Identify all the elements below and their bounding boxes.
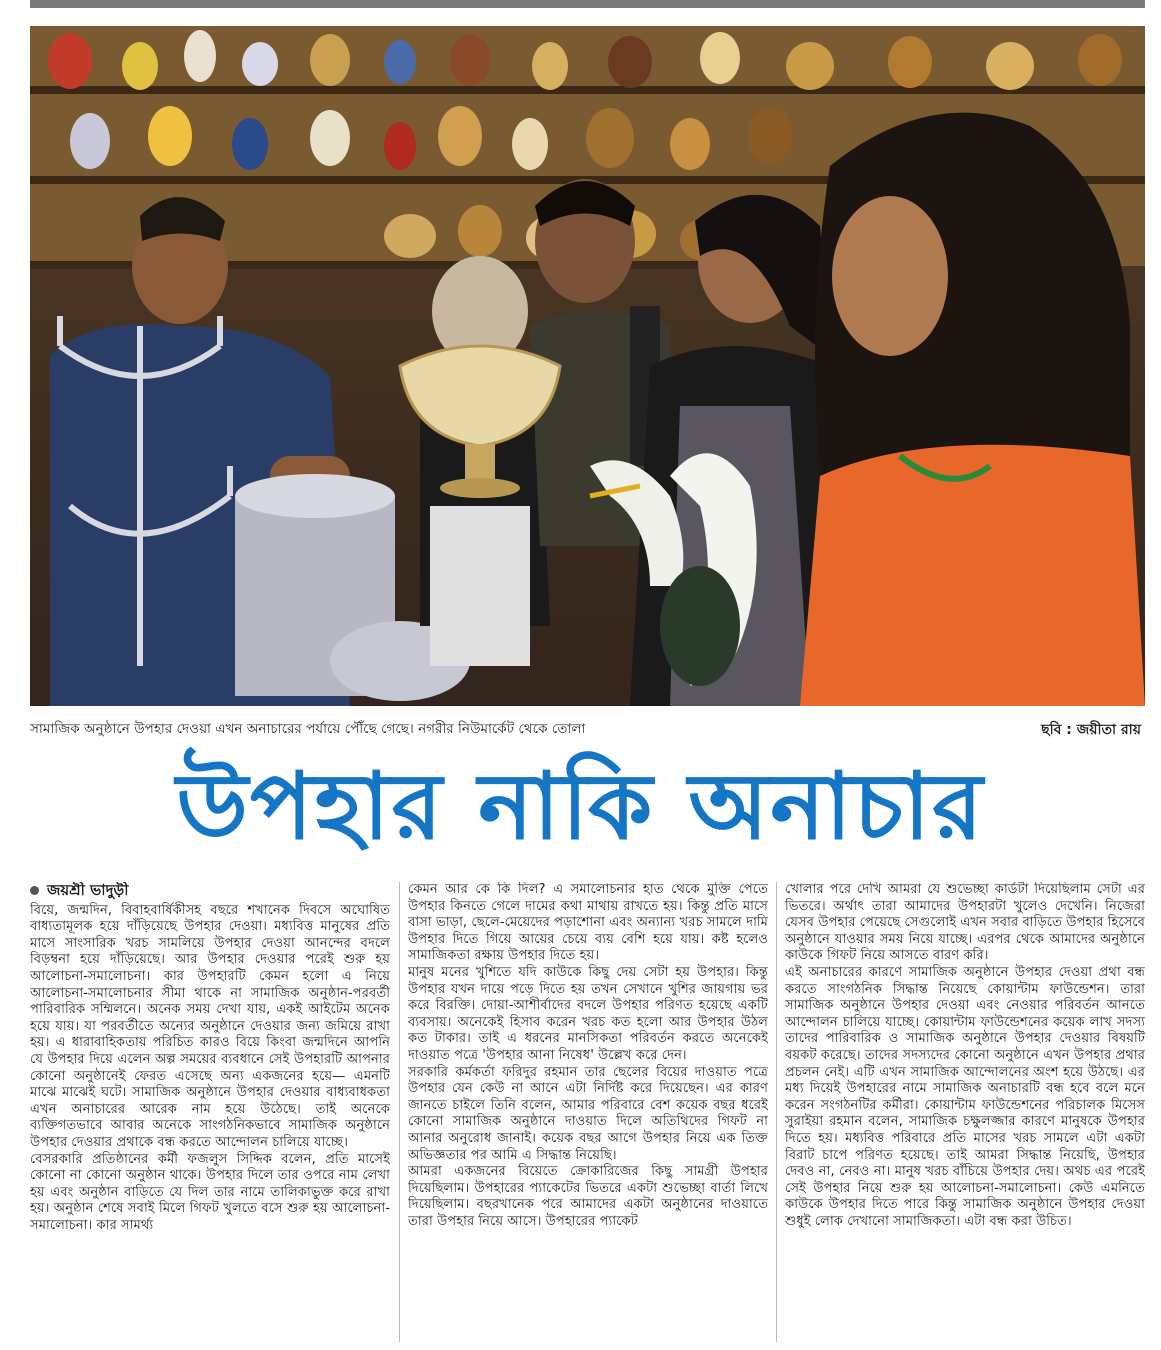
paragraph: মানুষ মনের খুশিতে যদি কাউকে কিছু দেয় সেটা হয় উপহার। কিন্তু উপহার যখন দায়ে পড়ে দিতে হয় তখন সেখানে খুশির জায়গায় ভর করে বিরক্তি। দোয়া-আশীর্বাদের বদলে উপহার পরিণত হয়েছে একটি ব্যবসায়। অনেকেই হিসাব করেন খরচ কত হলো আর উপহার উঠল কত টাকার। তাই এ ধরনের মানসিকতা পরিবর্তন করতে অনেকেই দাওয়াত পত্রে 'উপহার আনা নিষেধ' উল্লেখ করে দেন। xyxy=(408,964,768,1063)
column-divider xyxy=(776,882,777,1342)
photo-caption: সামাজিক অনুষ্ঠানে উপহার দেওয়া এখন অনাচারের পর্যায়ে পৌঁছে গেছে। নগরীর নিউমার্কেট থেকে তোলা xyxy=(30,721,586,737)
column-divider xyxy=(399,882,400,1342)
article-body xyxy=(30,882,1145,1342)
paragraph: কেমন আর কে কি দিল? এ সমালোচনার হাত থেকে মুক্তি পেতে উপহার কিনতে গেলে দামের কথা মাথায় রাখতে হয়। কিন্তু প্রতি মাসে বাসা ভাড়া, ছেলে-মেয়েদের পড়াশোনা এবং অন্যান্য খরচ সামলে দামি উপহার দিতে গিয়ে আয়ের চেয়ে ব্যয় বেশি হয়ে যায়। কষ্ট হলেও সামাজিকতা রক্ষায় উপহার দিতে হয়। xyxy=(408,882,768,964)
photo-illustration xyxy=(30,26,1145,706)
shelf-line xyxy=(30,86,1145,94)
news-photo xyxy=(30,26,1145,706)
byline xyxy=(30,882,390,899)
column-3 xyxy=(785,882,1145,1344)
photo-credit: ছবি : জয়ীতা রায় xyxy=(1041,722,1141,738)
author-name: জয়শ্রী ভাদুড়ী xyxy=(47,882,129,899)
top-rule xyxy=(30,0,1145,8)
woman-orange xyxy=(800,113,1145,706)
paragraph: বিয়ে, জন্মদিন, বিবাহবার্ষিকীসহ বছরে শখানেক দিবসে অঘোষিত বাধ্যতামূলক হয়ে দাঁড়িয়েছে উপহার দেওয়া। মধ্যবিত্ত মানুষের প্রতি মাসে সাংসারিক খরচ সামলিয়ে উপহার দেওয়া আনন্দের বদলে বিড়ম্বনা হয়ে দাঁড়িয়েছে। আর উপহার দেওয়ার পরেই শুরু হয় আলোচনা-সমালোচনা। কার উপহারটি কেমন হলো এ নিয়ে আলোচনা-সমালোচনার সীমা থাকে না সামাজিক অনুষ্ঠান-পরবর্তী পারিবারিক সম্মিলনে। অনেক সময় দেখা যায়, একই আইটেম অনেক হয়ে যায়। যা পরবর্তীতে অন্যের অনুষ্ঠানে দেওয়ার জন্য জমিয়ে রাখা হয়। এ ধারাবাহিকতায় পরিচিত কারও বিয়ে কিংবা জন্মদিনে আপনি যে উপহার দিয়ে এলেন অল্প সময়ের ব্যবধানে সেই উপহারটি আপনার কোনো অনুষ্ঠানেই ফেরত এসেছে অন্য একজনের হয়ে— এমনটি মাঝে মাঝেই ঘটে। সামাজিক অনুষ্ঠানে উপহার দেওয়ার বাধ্যবাধকতা এখন অনাচারের আরেক নাম হয়ে উঠেছে। তাই অনেকে ব্যক্তিগতভাবে আবার অনেকে সাংগঠনিকভাবে সামাজিক অনুষ্ঠানে উপহার দেওয়ার প্রথাকে বন্ধ করতে আন্দোলন চালিয়ে যাচ্ছে। xyxy=(30,902,390,1150)
headline: উপহার নাকি অনাচার xyxy=(176,753,985,860)
paragraph: বেসরকারি প্রতিষ্ঠানের কর্মী ফজলুস সিদ্দিক বলেন, প্রতি মাসেই কোনো না কোনো অনুষ্ঠান থাকে। উপহার দিলে তার ওপরে নাম লেখা হয় এবং অনুষ্ঠান বাড়িতে যে দিল তার নামে তালিকাভুক্ত করে রাখা হয়। অনুষ্ঠান শেষে সবাই মিলে গিফট খুলতে বসে শুরু হয় আলোচনা-সমালোচনা। কার সামর্থ্য xyxy=(30,1151,390,1233)
paragraph: এই অনাচারের কারণে সামাজিক অনুষ্ঠানে উপহার দেওয়া প্রথা বন্ধ করতে সাংগঠনিক সিদ্ধান্ত নিয়েছে কোয়ান্টাম ফাউন্ডেশন। তারা সামাজিক অনুষ্ঠানে উপহার দেওয়া এবং নেওয়ার পরিবর্তন আনতে আন্দোলন চালিয়ে যাচ্ছে। কোয়ান্টাম ফাউন্ডেশনের কয়েক লাখ সদস্য তাদের পারিবারিক ও সামাজিক অনুষ্ঠানে উপহার দেওয়ার বিষয়টি বয়কট করেছে। তাদের সদস্যদের কোনো অনুষ্ঠানে এখন উপহার প্রথার প্রচলন নেই। এটি এখন সামাজিক আন্দোলনের অংশ হয়ে উঠছে। এর মধ্য দিয়েই উপহারের নামে সামাজিক অনাচারটি বন্ধ হবে বলে মনে করেন সংগঠনটির কর্মীরা। কোয়ান্টাম ফাউন্ডেশনের পরিচালক মিসেস সুরাইয়া রহমান বলেন, সামাজিক চক্ষুলজ্জার কারণে মানুষকে উপহার দিতে হয়। মধ্যবিত্ত পরিবারে প্রতি মাসের খরচ সামলে এটা একটা বিরাট চাপে পরিণত হয়েছে। তাই আমরা সিদ্ধান্ত নিয়েছি, উপহার দেবও না, নেবও না। মানুষ খরচ বাঁচিয়ে উপহার দেয়। অথচ এর পরেই সেই উপহার নিয়ে শুরু হয় আলোচনা-সমালোচনা। কেউ এমনিতে কাউকে উপহার দিতে পারে কিন্তু সামাজিক অনুষ্ঠানে উপহার দেওয়া শুধুই লোক দেখানো সামাজিকতা। এটা বন্ধ করা উচিত। xyxy=(785,964,1145,1229)
paragraph: সরকারি কর্মকর্তা ফরিদুর রহমান তার ছেলের বিয়ের দাওয়াত পত্রে উপহার যেন কেউ না আনে এটা নির্দিষ্ট করে দিয়েছেন। এর কারণ জানতে চাইলে তিনি বলেন, আমার পরিবারে বেশ কয়েক বছর ধরেই কোনো সামাজিক অনুষ্ঠানে দাওয়াত দিলে অতিথিদের গিফট না আনার অনুরোধ জানাই। কয়েক বছর আগে উপহার নিয়ে এক তিক্ত অভিজ্ঞতার পর আমি এ সিদ্ধান্ত নিয়েছি। xyxy=(408,1064,768,1163)
paragraph: খোলার পরে দেখি আমরা যে শুভেচ্ছা কার্ডটা দিয়েছিলাম সেটা এর ভিতরে। অর্থাৎ তারা আমাদের উপহারটা খুলেও দেখেনি। নিজেরা যেসব উপহার পেয়েছে সেগুলোই এখন সবার বাড়িতে উপহার হিসেবে অনুষ্ঠানে যাওয়ার সময় নিয়ে যাচ্ছে। এরপর থেকে আমাদের অনুষ্ঠানে কাউকে গিফট নিয়ে আসতে বারণ করি। xyxy=(785,882,1145,964)
column-2 xyxy=(408,882,768,1344)
column-1 xyxy=(30,882,390,1344)
paragraph: আমরা একজনের বিয়েতে ক্রোকারিজের কিছু সামগ্রী উপহার দিয়েছিলাম। উপহারের প্যাকেটের ভিতরে একটা শুভেচ্ছা বার্তা লিখে দিয়েছিলাম। বছরখানেক পরে আমাদের একটা অনুষ্ঠানের দাওয়াতে তারা উপহার নিয়ে আসে। উপহারের প্যাকেট xyxy=(408,1164,768,1229)
bullet-icon xyxy=(30,886,39,895)
